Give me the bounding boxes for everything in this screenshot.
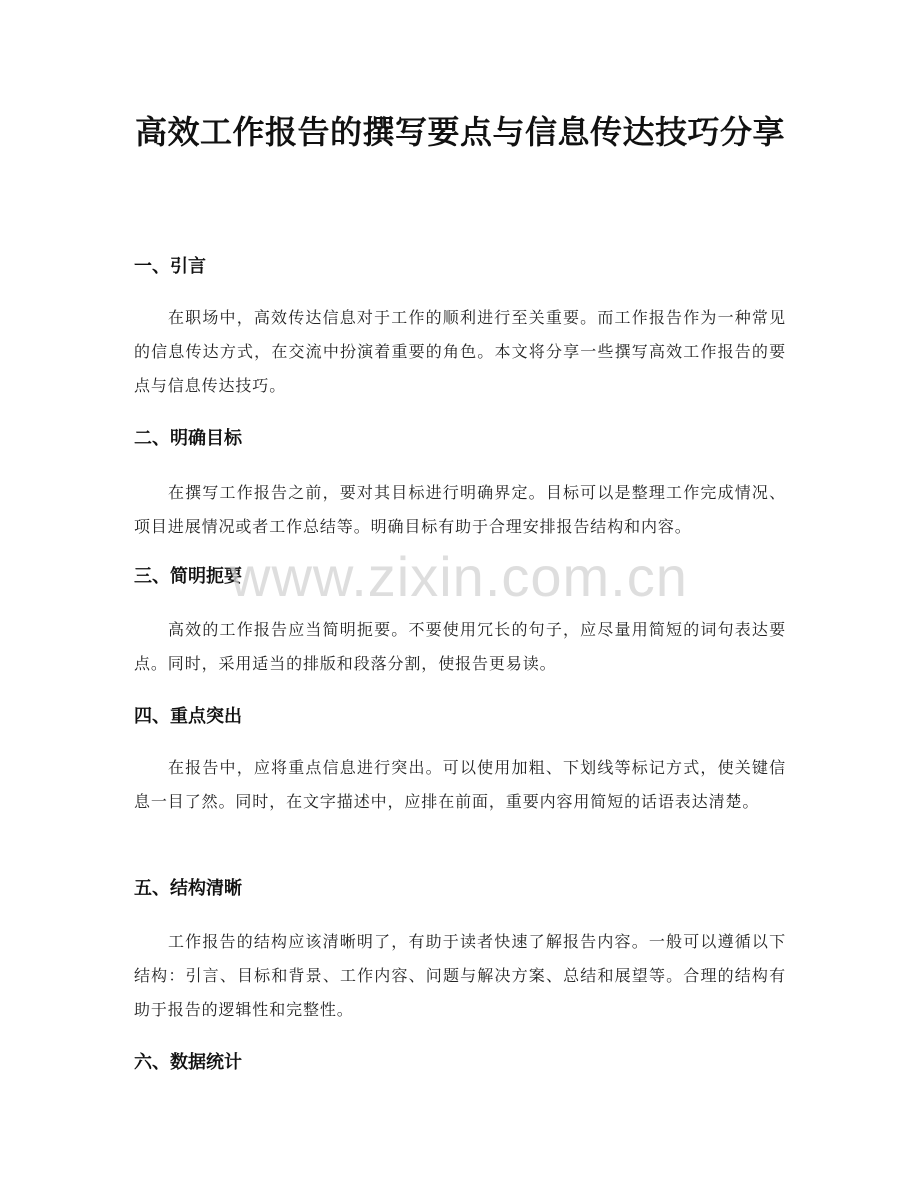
section-heading-concise: 三、简明扼要 bbox=[134, 566, 242, 587]
document-title: 高效工作报告的撰写要点与信息传达技巧分享 bbox=[134, 113, 785, 151]
section-heading-structure: 五、结构清晰 bbox=[134, 878, 242, 899]
section-heading-statistics: 六、数据统计 bbox=[134, 1052, 242, 1073]
section-paragraph-highlight: 在报告中，应将重点信息进行突出。可以使用加粗、下划线等标记方式，使关键信息一目了然。同时，在文字描述中，应排在前面，重要内容用简短的话语表达清楚。 bbox=[134, 758, 786, 811]
watermark-text: www.zixin.com.cn bbox=[230, 545, 688, 608]
section-paragraph-clear-goal: 在撰写工作报告之前，要对其目标进行明确界定。目标可以是整理工作完成情况、项目进展情况或者工作总结等。明确目标有助于合理安排报告结构和内容。 bbox=[134, 483, 786, 536]
section-heading-introduction: 一、引言 bbox=[134, 256, 206, 277]
section-paragraph-concise: 高效的工作报告应当简明扼要。不要使用冗长的句子，应尽量用简短的词句表达要点。同时，采用适当的排版和段落分割，使报告更易读。 bbox=[134, 620, 786, 673]
section-heading-highlight: 四、重点突出 bbox=[134, 706, 242, 727]
section-heading-clear-goal: 二、明确目标 bbox=[134, 428, 242, 449]
section-paragraph-introduction: 在职场中，高效传达信息对于工作的顺利进行至关重要。而工作报告作为一种常见的信息传达方式，在交流中扮演着重要的角色。本文将分享一些撰写高效工作报告的要点与信息传达技巧。 bbox=[134, 308, 786, 395]
section-paragraph-structure: 工作报告的结构应该清晰明了，有助于读者快速了解报告内容。一般可以遵循以下结构：引言、目标和背景、工作内容、问题与解决方案、总结和展望等。合理的结构有助于报告的逻辑性和完整性。 bbox=[134, 932, 786, 1019]
